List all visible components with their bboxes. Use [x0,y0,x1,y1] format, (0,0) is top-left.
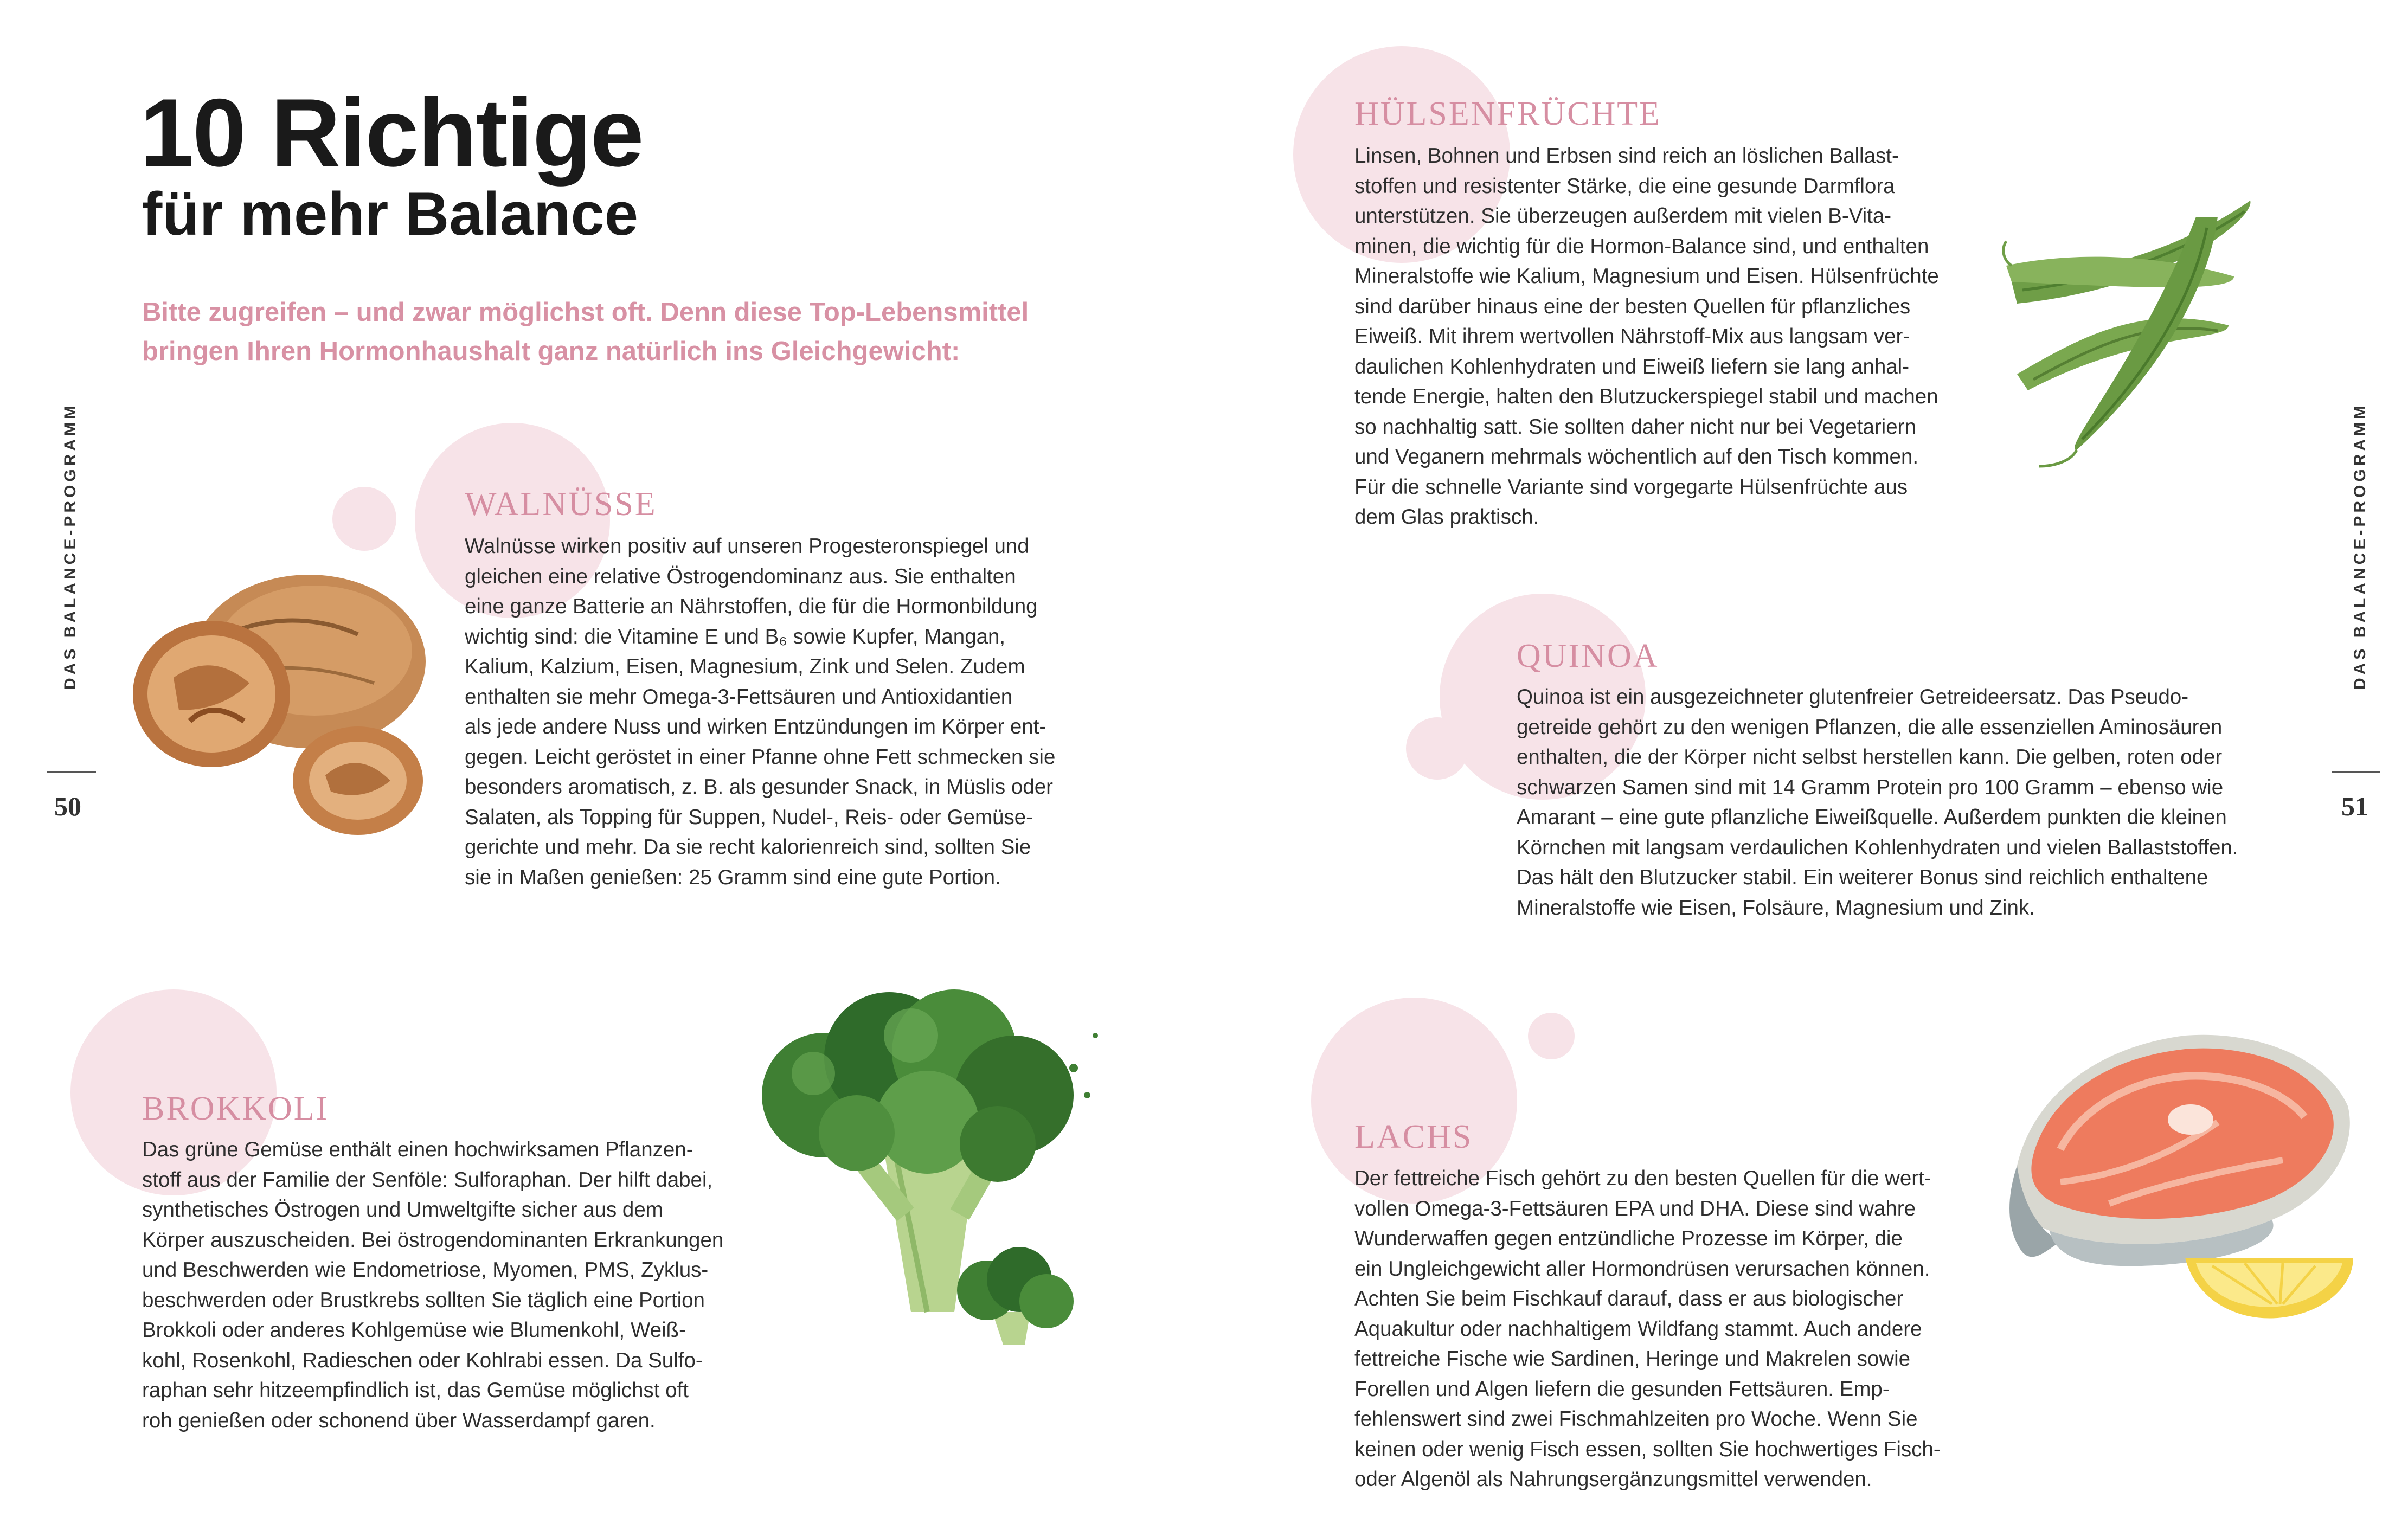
text-line: getreide gehört zu den wenigen Pflanzen, die alle essenziellen Aminosäuren [1517,715,2223,739]
text-line: enthalten sie mehr Omega-3-Fettsäuren und Antioxidantien [465,685,1013,709]
text-line: und Veganern mehrmals wöchentlich auf den Tisch kommen. [1354,445,1919,468]
section-body-walnuesse [465,531,1094,892]
text-line: unterstützen. Sie überzeugen außerdem mit vielen B-Vita- [1354,204,1892,228]
text-line: raphan sehr hitzeempfindlich ist, das Gemüse möglichst oft [142,1379,689,1402]
text-line: Aquakultur oder nachhaltigem Wildfang stammt. Auch andere [1354,1317,1922,1341]
text-line: Amarant – eine gute pflanzliche Eiweißquelle. Außerdem punkten die kleinen [1517,806,2227,829]
text-line: roh genießen oder schonend über Wasserdampf garen. [142,1409,656,1432]
text-line: fehlenswert sind zwei Fischmahlzeiten pro Woche. Wenn Sie [1354,1407,1918,1431]
walnut-illustration [130,569,434,840]
page-number-left: 50 [54,791,81,821]
intro-text: Bitte zugreifen – und zwar möglichst oft. Denn diese Top-Lebensmittel bringen Ihren Hormonhaushalt ganz natürlich ins Gleichgewicht: [142,298,1029,366]
section-body-brokkoli [142,1135,782,1436]
text-line: Achten Sie beim Fischkauf darauf, dass er aus biologischer [1354,1287,1904,1310]
text-line: wichtig sind: die Vitamine E und B₆ sowie Kupfer, Mangan, [465,625,1006,648]
divider [2332,771,2380,773]
text-line: synthetisches Östrogen und Umweltgifte sicher aus dem [142,1198,663,1221]
text-line: tende Energie, halten den Blutzuckerspiegel stabil und machen [1354,385,1938,408]
text-line: Körper auszuscheiden. Bei östrogendominanten Erkrankungen [142,1228,724,1252]
text-line: eine ganze Batterie an Nährstoffen, die für die Hormonbildung [465,595,1038,618]
text-line: stoff aus der Familie der Senföle: Sulforaphan. Der hilft dabei, [142,1168,713,1192]
text-line: so nachhaltig satt. Sie sollten daher nicht nur bei Vegetariern [1354,415,1916,439]
text-line: sie in Maßen genießen: 25 Gramm sind eine gute Portion. [465,865,1001,889]
text-line: Eiweiß. Mit ihrem wertvollen Nährstoff-Mix aus langsam ver- [1354,325,1910,348]
text-line: Mineralstoffe wie Eisen, Folsäure, Magnesium und Zink. [1517,896,2035,919]
text-line: gleichen eine relative Östrogendominanz aus. Sie enthalten [465,564,1016,588]
section-heading-quinoa: QUINOA [1517,638,1659,674]
text-line: gerichte und mehr. Da sie recht kalorienreich sind, sollten Sie [465,835,1031,859]
text-line: Das grüne Gemüse enthält einen hochwirksamen Pflanzen- [142,1138,693,1161]
text-line: dem Glas praktisch. [1354,505,1539,529]
text-line: fettreiche Fische wie Sardinen, Heringe und Makrelen sowie [1354,1347,1911,1371]
text-line: vollen Omega-3-Fettsäuren EPA und DHA. Diese sind wahre [1354,1197,1916,1220]
text-line: besonders aromatisch, z. B. als gesunder Snack, in Müslis oder [465,775,1053,799]
side-label-left: DAS BALANCE-PROGRAMM [61,402,79,690]
text-line: Für die schnelle Variante sind vorgegarte Hülsenfrüchte aus [1354,475,1908,499]
text-line: sind darüber hinaus eine der besten Quellen für pflanzliches [1354,294,1911,318]
decor-circle [332,487,396,551]
text-line: minen, die wichtig für die Hormon-Balance sind, und enthalten [1354,234,1929,258]
text-line: stoffen und resistenter Stärke, die eine gesunde Darmflora [1354,174,1895,198]
text-line: Der fettreiche Fisch gehört zu den besten Quellen für die wert- [1354,1167,1931,1190]
side-label-right: DAS BALANCE-PROGRAMM [2351,402,2369,690]
divider [47,771,96,773]
decor-circle [1406,717,1468,780]
decor-circle [1528,1013,1575,1059]
text-line: keinen oder wenig Fisch essen, sollten Sie hochwertiges Fisch- [1354,1437,1941,1461]
text-line: schwarzen Samen sind mit 14 Gramm Protein pro 100 Gramm – ebenso wie [1517,775,2224,799]
text-line: Forellen und Algen liefern die gesunden Fettsäuren. Emp- [1354,1377,1890,1401]
page-title: 10 Richtige [140,79,643,187]
section-body-huelsenfruechte [1354,141,1994,532]
text-line: beschwerden oder Brustkrebs sollten Sie täglich eine Portion [142,1288,705,1312]
text-line: Das hält den Blutzucker stabil. Ein weiterer Bonus sind reichlich enthaltene [1517,866,2208,889]
text-line: Körnchen mit langsam verdaulichen Kohlenhydraten und vielen Ballaststoffen. [1517,835,2238,859]
text-line: daulichen Kohlenhydraten und Eiweiß liefern sie lang anhal- [1354,355,1910,378]
text-line: und Beschwerden wie Endometriose, Myomen, PMS, Zyklus- [142,1258,709,1282]
page-subtitle: für mehr Balance [142,180,638,248]
text-line: oder Algenöl als Nahrungsergänzungsmittel verwenden. [1354,1468,1872,1491]
text-line: Wunderwaffen gegen entzündliche Prozesse im Körper, die [1354,1227,1903,1250]
text-line: Quinoa ist ein ausgezeichneter glutenfreier Getreideersatz. Das Pseudo- [1517,685,2189,709]
text-line: enthalten, die der Körper nicht selbst herstellen kann. Die gelben, roten oder [1517,745,2223,769]
section-heading-huelsenfruechte: HÜLSENFRÜCHTE [1354,95,1662,132]
text-line: Brokkoli oder anderes Kohlgemüse wie Blumenkohl, Weiß- [142,1319,686,1342]
salmon-illustration [2001,1025,2370,1350]
text-line: Walnüsse wirken positiv auf unseren Progesteronspiegel und [465,535,1029,558]
text-line: ein Ungleichgewicht aller Hormondrüsen verursachen können. [1354,1257,1930,1281]
text-line: Salaten, als Topping für Suppen, Nudel-, Reis- oder Gemüse- [465,805,1033,829]
broccoli-illustration [748,987,1128,1377]
section-heading-walnuesse: WALNÜSSE [465,486,657,523]
green-beans-illustration [2001,195,2261,477]
section-body-lachs [1354,1163,1983,1495]
section-heading-brokkoli: BROKKOLI [142,1090,329,1127]
text-line: gegen. Leicht geröstet in einer Pfanne ohne Fett schmecken sie [465,745,1056,769]
section-heading-lachs: LACHS [1354,1118,1473,1155]
section-body-quinoa [1517,682,2276,923]
text-line: als jede andere Nuss und wirken Entzündungen im Körper ent- [465,715,1046,738]
text-line: Mineralstoffe wie Kalium, Magnesium und Eisen. Hülsenfrüchte [1354,265,1939,288]
text-line: Linsen, Bohnen und Erbsen sind reich an löslichen Ballast- [1354,144,1899,168]
text-line: kohl, Rosenkohl, Radieschen oder Kohlrabi essen. Da Sulfo- [142,1348,703,1372]
text-line: Kalium, Kalzium, Eisen, Magnesium, Zink und Selen. Zudem [465,655,1025,678]
page-number-right: 51 [2341,791,2368,821]
